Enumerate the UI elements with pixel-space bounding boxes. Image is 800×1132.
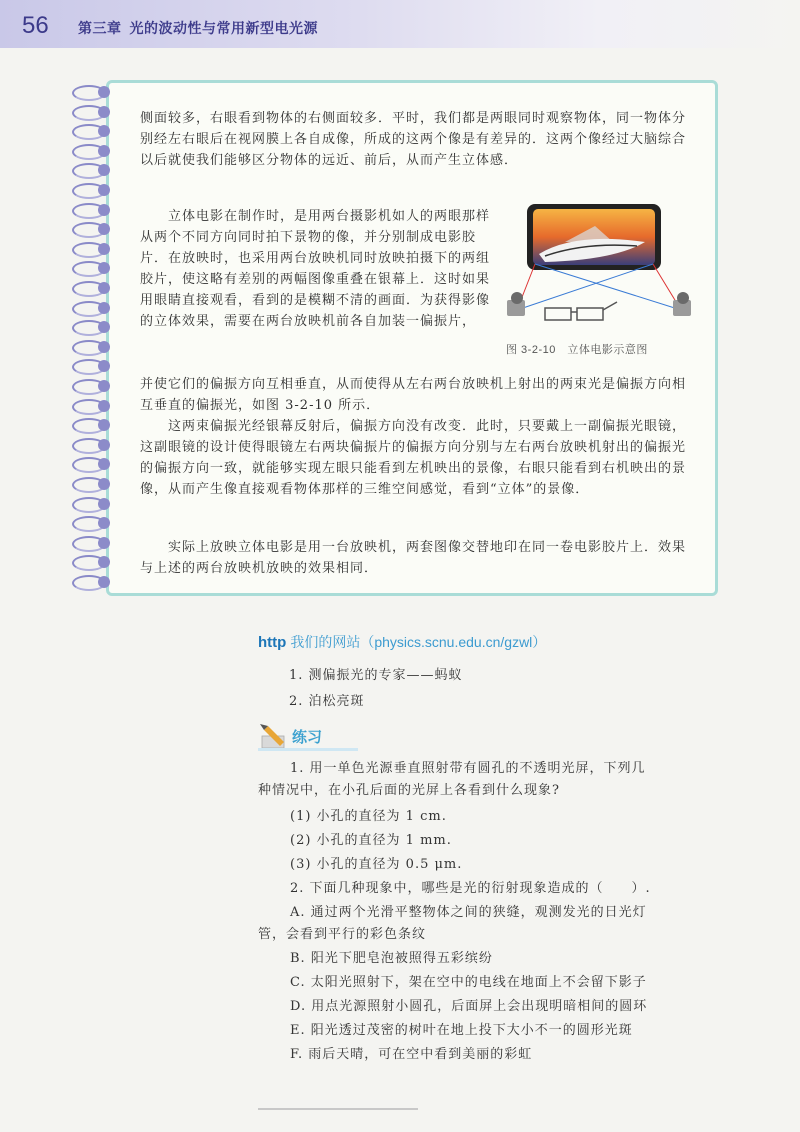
left-beam-blue xyxy=(535,264,681,310)
spiral-ring xyxy=(70,162,120,178)
spiral-ring xyxy=(70,280,120,296)
notebook-paragraph-4: 实际上放映立体电影是用一台放映机，两套图像交替地印在同一卷电影胶片上．效果与上述的两台放映机放映的效果相同． xyxy=(140,540,687,576)
bottom-divider xyxy=(258,1108,418,1110)
exercise-q1-line2: 种情况中，在小孔后面的光屏上各看到什么现象? xyxy=(258,783,560,798)
spiral-ring xyxy=(70,319,120,335)
spiral-ring xyxy=(70,260,120,276)
notebook-paragraph-3: 这两束偏振光经银幕反射后，偏振方向没有改变．此时，只要戴上一副偏振光眼镜，这副眼镜的设计使得眼镜左右两块偏振片的偏振方向分别与左右两台放映机射出的偏振光的偏振方向一致，就能够实现左眼只能看到左机映出的景像，右眼只能看到右机映出的景像，从而产生像直接观看物体那样的三维空间感觉，看到“立体”的景像． xyxy=(140,419,687,497)
spiral-ring xyxy=(70,437,120,453)
spiral-ring xyxy=(70,574,120,590)
right-beam-blue xyxy=(517,264,653,310)
website-item-2: 2. 泊松亮斑 xyxy=(289,694,365,709)
exercise-q2-option-e: E. 阳光透过茂密的树叶在地上投下大小不一的圆形光斑 xyxy=(290,1023,633,1038)
exercise-q2-option-a-line1: A. 通过两个光滑平整物体之间的狭缝，观测发光的日光灯 xyxy=(290,905,647,920)
polarized-glasses xyxy=(545,302,617,320)
spiral-ring xyxy=(70,535,120,551)
exercise-title: 练习 xyxy=(292,729,323,746)
exercise-q2-option-c: C. 太阳光照射下，架在空中的电线在地面上不会留下影子 xyxy=(290,975,647,990)
figure-caption: 图 3-2-10 立体电影示意图 xyxy=(506,344,648,356)
spiral-ring xyxy=(70,182,120,198)
http-icon: http xyxy=(258,634,287,651)
spiral-ring xyxy=(70,398,120,414)
website-title: 我们的网站（physics.scnu.edu.cn/gzwl） xyxy=(290,634,547,650)
spiral-ring xyxy=(70,221,120,237)
exercise-q1-line1: 1. 用一单色光源垂直照射带有圆孔的不透明光屏，下列几 xyxy=(290,761,646,776)
exercise-q2-option-f: F. 雨后天晴，可在空中看到美丽的彩虹 xyxy=(290,1047,533,1062)
spiral-ring xyxy=(70,476,120,492)
notebook-paragraph-2-continued: 并使它们的偏振方向互相垂直，从而使得从左右两台放映机上射出的两束光是偏振方向相互垂直的偏振光，如图 3-2-10 所示． xyxy=(140,377,687,413)
chapter-title: 光的波动性与常用新型电光源 xyxy=(129,20,318,36)
page-number: 56 xyxy=(22,12,49,39)
spiral-ring xyxy=(70,202,120,218)
spiral-ring xyxy=(70,143,120,159)
spiral-ring xyxy=(70,84,120,100)
exercise-q2-option-d: D. 用点光源照射小圆孔，后面屏上会出现明暗相间的圆环 xyxy=(290,999,648,1014)
spiral-ring xyxy=(70,123,120,139)
exercise-q1-option-3: (3) 小孔的直径为 0.5 μm. xyxy=(290,857,463,872)
exercise-q2-option-a-line2: 管，会看到平行的彩色条纹 xyxy=(258,927,427,942)
spiral-ring xyxy=(70,300,120,316)
exercise-q2: 2. 下面几种现象中，哪些是光的衍射现象造成的（ ）. xyxy=(290,881,651,896)
spiral-ring xyxy=(70,417,120,433)
exercise-q2-option-b: B. 阳光下肥皂泡被照得五彩缤纷 xyxy=(290,951,493,966)
website-item-1: 1. 测偏振光的专家——蚂蚁 xyxy=(289,668,463,683)
spiral-ring xyxy=(70,515,120,531)
spiral-ring xyxy=(70,378,120,394)
spiral-ring xyxy=(70,554,120,570)
spiral-ring xyxy=(70,358,120,374)
exercise-q1-option-2: (2) 小孔的直径为 1 mm. xyxy=(290,833,452,848)
spiral-ring xyxy=(70,496,120,512)
chapter-number: 第三章 xyxy=(78,20,122,36)
spiral-binding xyxy=(70,84,120,594)
website-heading xyxy=(258,632,546,652)
notebook-paragraph-2: 立体电影在制作时，是用两台摄影机如人的两眼那样从两个不同方向同时拍下景物的像，并分别制成电影胶片．在放映时，也采用两台放映机同时放映拍摄下的两组胶片，使这略有差别的两幅图像重叠在银幕上．这时如果用眼睛直接观看，看到的是模糊不清的画面．为获得影像的立体效果，需要在两台放映机前各自加装一偏振片， xyxy=(140,209,491,329)
spiral-ring xyxy=(70,456,120,472)
notebook-paragraph-1: 侧面较多，右眼看到物体的右侧面较多．平时，我们都是两眼同时观察物体，同一物体分别经左右眼后在视网膜上各自成像，所成的这两个像是有差异的．这两个像经过大脑综合以后就使我们能够区分物体的远近、前后，从而产生立体感． xyxy=(140,111,687,168)
spiral-ring xyxy=(70,241,120,257)
stereo-movie-illustration xyxy=(505,202,695,332)
chapter-label xyxy=(78,18,326,38)
exercise-q1-option-1: (1) 小孔的直径为 1 cm. xyxy=(290,809,447,824)
spiral-ring xyxy=(70,104,120,120)
spiral-ring xyxy=(70,339,120,355)
